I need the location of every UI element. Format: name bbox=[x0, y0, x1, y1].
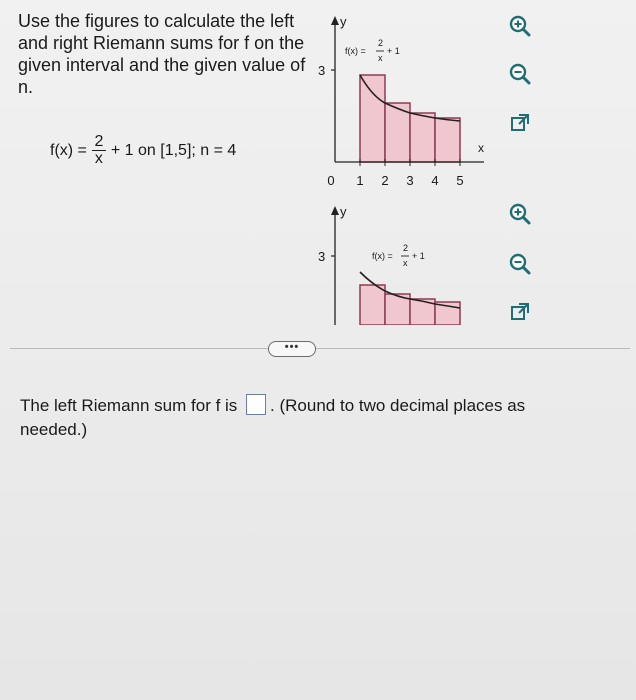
answer-suffix: . (Round to two decimal places as needed.) bbox=[20, 396, 526, 439]
left-rect-1 bbox=[360, 75, 385, 162]
zoom-out-icon[interactable] bbox=[506, 250, 534, 278]
x-axis-label: x bbox=[478, 141, 484, 155]
graph-function-num: 2 bbox=[378, 38, 384, 48]
x-tick-label-1: 1 bbox=[356, 173, 364, 188]
y-axis-label: y bbox=[340, 14, 347, 29]
graph-right-riemann bbox=[314, 200, 484, 330]
graph-function-rest: + 1 bbox=[387, 46, 400, 56]
graph-function-rest: + 1 bbox=[412, 251, 425, 261]
open-window-icon[interactable] bbox=[506, 109, 534, 137]
x-tick-label-3: 3 bbox=[406, 173, 414, 188]
graph-left-riemann bbox=[314, 10, 484, 195]
zoom-in-icon[interactable] bbox=[506, 12, 534, 40]
fraction-denominator: x bbox=[94, 150, 103, 167]
open-window-icon[interactable] bbox=[506, 298, 534, 326]
function-lhs: f(x) = bbox=[50, 141, 87, 159]
graph-function-lhs: f(x) = bbox=[345, 46, 366, 56]
answer-input-box[interactable] bbox=[246, 394, 266, 415]
fraction-numerator: 2 bbox=[94, 133, 104, 150]
left-rect-3 bbox=[410, 113, 435, 162]
function-interval-and-n: + 1 on [1,5]; n = 4 bbox=[110, 141, 237, 159]
y-tick-label-3: 3 bbox=[318, 249, 326, 264]
y-tick-label-3: 3 bbox=[318, 63, 326, 78]
x-tick-label-5: 5 bbox=[456, 173, 464, 188]
answer-prompt bbox=[20, 394, 540, 442]
x-tick-label-2: 2 bbox=[381, 173, 389, 188]
function-definition bbox=[50, 134, 236, 167]
x-tick-label-4: 4 bbox=[431, 173, 439, 188]
y-axis-arrow bbox=[331, 16, 339, 25]
y-axis-arrow bbox=[331, 206, 339, 215]
expand-more-button[interactable]: ••• bbox=[268, 341, 316, 357]
answer-prefix: The left Riemann sum for f is bbox=[20, 396, 238, 415]
right-rect-1 bbox=[360, 285, 385, 325]
left-rect-4 bbox=[435, 118, 460, 162]
function-fraction bbox=[92, 134, 106, 167]
section-divider bbox=[10, 348, 268, 349]
graph-function-lhs: f(x) = bbox=[372, 251, 393, 261]
graph-function-den: x bbox=[403, 258, 408, 268]
section-divider bbox=[314, 348, 630, 349]
graph-function-num: 2 bbox=[403, 243, 409, 253]
zoom-out-icon[interactable] bbox=[506, 60, 534, 88]
y-axis-label: y bbox=[340, 204, 347, 219]
x-tick-label-0: 0 bbox=[327, 173, 335, 188]
graph-function-den: x bbox=[378, 53, 383, 63]
question-instructions: Use the figures to calculate the left and right Riemann sums for f on the given interval and the given value of n. bbox=[18, 11, 306, 97]
zoom-in-icon[interactable] bbox=[506, 200, 534, 228]
